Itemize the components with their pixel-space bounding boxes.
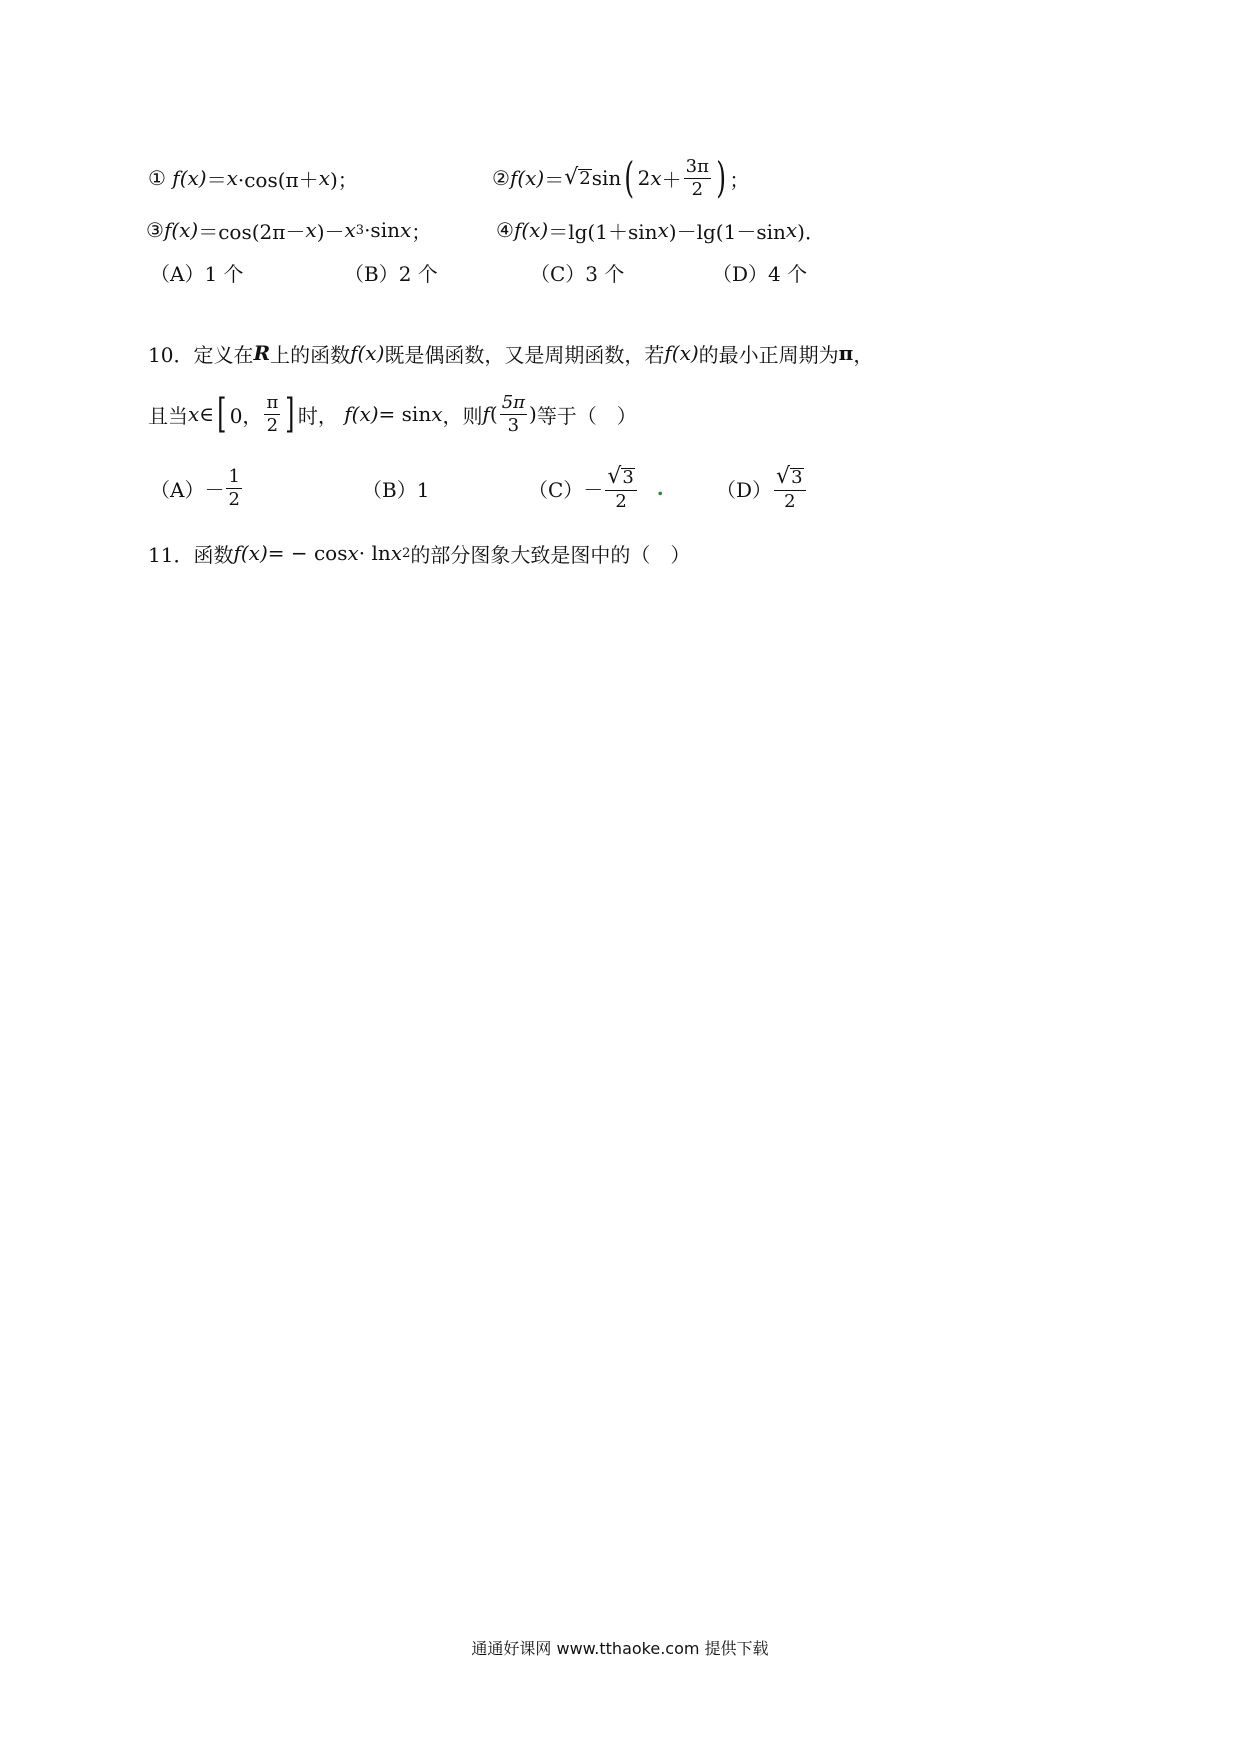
q10-option-c: （C）－ √ 3 2 . [528, 463, 664, 512]
item-3: ③ f(x) ＝cos(2π－ x )－ x 3 ·sin x ； [146, 218, 432, 244]
item-1-number: ① [148, 166, 166, 190]
fraction-sqrt3-over-2-negative: √ 3 2 [605, 466, 636, 511]
green-dot-mark: . [656, 476, 664, 500]
fraction-3pi-over-2: $\frac{3\pi}{2}$ [685, 155, 709, 200]
item-2: ② f(x) ＝ √ 2 sin ( 2 x ＋ $\frac{3\pi}{2}$ ) ； [492, 153, 750, 202]
q10-option-d: （D） √ 3 2 [716, 462, 808, 514]
q9-option-a: （A）1 个 [150, 261, 244, 286]
item-4-number: ④ [496, 218, 514, 242]
item-2-number: ② [492, 166, 510, 190]
fraction-5pi-over-3: $\frac{5\pi}{3}$ [501, 391, 525, 436]
q10-stem-line-1: 10．定义在 R 上的函数 f (x) 既是偶函数，又是周期函数，若 f (x) 的最小正周期为 π ， [148, 341, 874, 367]
fraction-pi-over-2: $\frac{\pi}{2}$ [266, 391, 279, 436]
item-3-number: ③ [146, 218, 164, 242]
q9-option-b: （B）2 个 [344, 261, 438, 286]
item-4: ④ f(x) ＝lg(1＋sin x )－lg(1－sin x )． [496, 218, 825, 244]
page-footer: 通通好课网 www.tthaoke.com 提供下载 [471, 1638, 769, 1658]
item-1: ① f(x) ＝ x ·cos(π＋ x )； [148, 166, 358, 192]
sqrt-2: √ 2 [564, 165, 591, 190]
q10-option-b: （B）1 [362, 477, 430, 502]
q9-option-c: （C）3 个 [530, 261, 625, 286]
q11-stem: 11．函数 f (x) = − cos x · ln x 2 的部分图象大致是图中的（ ） [148, 541, 691, 567]
fraction-1-over-2: $\frac{1}{2}$ [228, 465, 240, 510]
fraction-sqrt3-over-2: √ 3 2 [774, 466, 805, 511]
q9-option-d: （D）4 个 [712, 261, 808, 286]
q10-stem-line-2: 且当 x ∈ [ 0， $\frac{\pi}{2}$ ] 时， f (x) = sin x ，则 f ( $\frac{5\pi}{3}$ ) 等于（ ） [148, 391, 637, 437]
q10-option-a: （A）－ $\frac{1}{2}$ [150, 465, 240, 510]
